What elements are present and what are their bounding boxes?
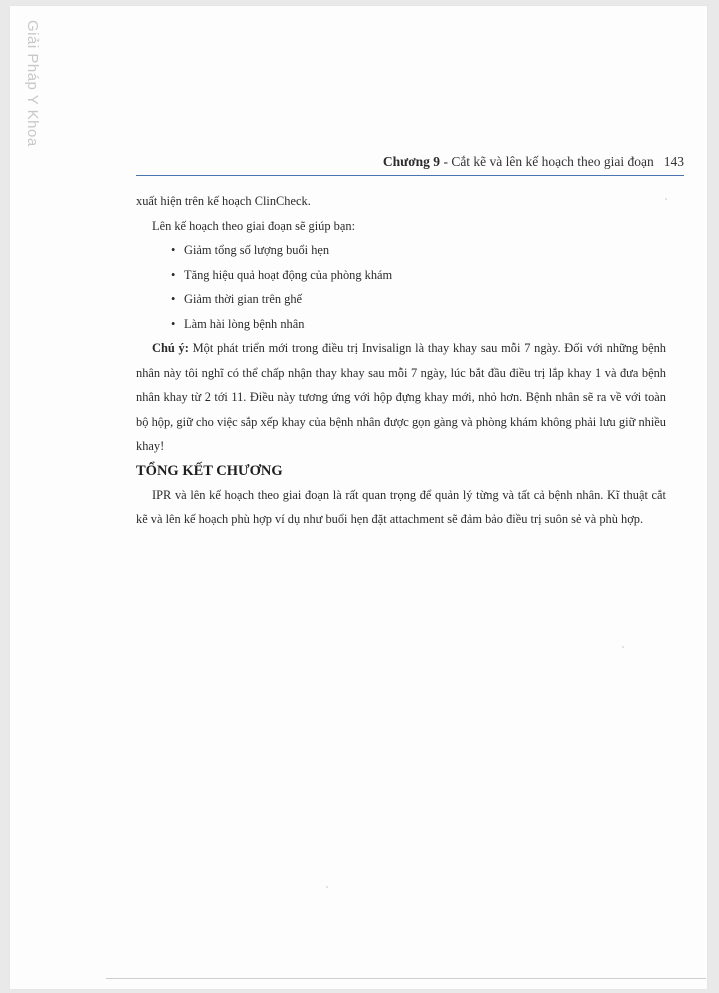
page-body — [136, 189, 666, 532]
page-number: 143 — [663, 154, 684, 169]
running-header — [136, 154, 684, 176]
scan-speck — [622, 646, 624, 648]
paragraph-lead: Lên kế hoạch theo giai đoạn sẽ giúp bạn: — [152, 218, 356, 233]
note-text: Một phát triển mới trong điều trị Invisalign là thay khay sau mỗi 7 ngày. Đối với những bệnh nhân này tôi nghĩ có thể chấp nhận thay khay sau mỗi 7 ngày, lúc bắt đầu điều trị lắp khay 1 và đưa bệnh nhân khay từ 2 tới 11. Điều này tương ứng với hộp đựng khay mới, nhỏ hơn. Bệnh nhân sẽ ra về với toàn bộ hộp, giữ cho việc sắp xếp khay của bệnh nhân được gọn gàng và phòng khám không phải lưu giữ nhiều khay! — [136, 341, 666, 453]
scan-speck — [326, 886, 328, 888]
watermark-text: Giải Pháp Y Khoa — [24, 20, 41, 147]
scan-speck — [665, 198, 667, 200]
bottom-rule — [106, 978, 706, 979]
note-label: Chú ý: — [152, 341, 189, 355]
section-heading: TỔNG KẾT CHƯƠNG — [136, 462, 283, 479]
note-paragraph — [136, 336, 666, 459]
document-page — [10, 6, 707, 989]
list-item — [136, 287, 666, 312]
header-separator: - — [440, 154, 452, 169]
list-item — [136, 263, 666, 288]
list-item-text: Giảm thời gian trên ghế — [184, 292, 303, 306]
paragraph-intro: xuất hiện trên kế hoạch ClinCheck. — [136, 194, 311, 208]
list-item — [136, 312, 666, 337]
bullet-icon: • — [171, 316, 176, 331]
list-item-text: Làm hài lòng bệnh nhân — [184, 316, 305, 331]
list-item-text: Tăng hiệu quả hoạt động của phòng khám — [184, 267, 393, 282]
bullet-icon: • — [171, 292, 176, 306]
chapter-title: Cắt kẽ và lên kế hoạch theo giai đoạn — [451, 154, 654, 169]
bullet-icon: • — [171, 243, 176, 257]
bullet-icon: • — [171, 267, 176, 282]
benefit-list — [136, 238, 666, 336]
list-item — [136, 238, 666, 263]
list-item-text: Giảm tổng số lượng buổi hẹn — [184, 243, 330, 257]
chapter-label: Chương 9 — [382, 154, 441, 169]
summary-paragraph: IPR và lên kế hoạch theo giai đoạn là rất quan trọng để quản lý từng và tất cả bệnh nhân. Kĩ thuật cắt kẽ và lên kế hoạch phù hợp ví dụ như buổi hẹn đặt attachment sẽ đảm bảo điều trị suôn sẻ và phù hợp. — [136, 487, 666, 526]
